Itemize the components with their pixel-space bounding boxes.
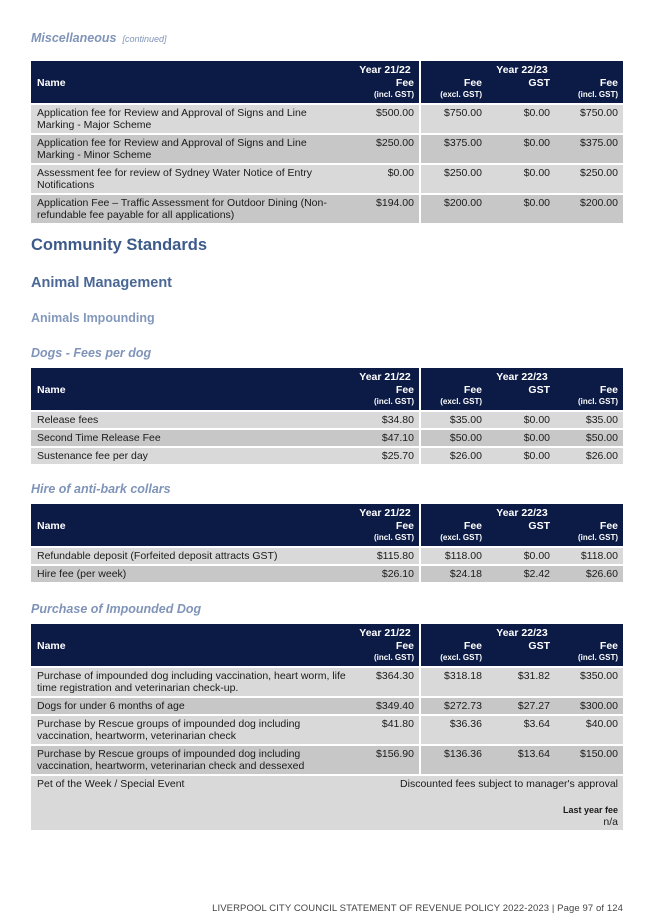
row-fee-excl: $50.00 — [419, 428, 487, 446]
column-header-fee-incl: Fee (incl. GST) — [555, 77, 623, 103]
column-header-fee-excl: Fee (excl. GST) — [419, 384, 487, 410]
page-footer: LIVERPOOL CITY COUNCIL STATEMENT OF REVENUE POLICY 2022-2023 | Page 97 of 124 — [212, 903, 623, 914]
row-name: Dogs for under 6 months of age — [31, 696, 351, 714]
row-gst: $2.42 — [487, 564, 555, 582]
row-fee-incl: $50.00 — [555, 428, 623, 446]
row-fee-excl: $136.36 — [419, 744, 487, 774]
table-row — [31, 133, 623, 163]
row-gst: $13.64 — [487, 744, 555, 774]
row-fee-prev-incl: $364.30 — [351, 666, 419, 696]
row-fee-excl: $318.18 — [419, 666, 487, 696]
section-title-text: Miscellaneous — [31, 31, 117, 45]
row-gst: $0.00 — [487, 103, 555, 133]
row-fee-prev-incl: $0.00 — [351, 163, 419, 193]
row-fee-excl: $26.00 — [419, 446, 487, 464]
row-fee-incl: $350.00 — [555, 666, 623, 696]
row-name: Application fee for Review and Approval of Signs and Line Marking - Major Scheme — [31, 103, 351, 133]
row-fee-incl: $750.00 — [555, 103, 623, 133]
table-row — [31, 546, 623, 564]
table-row — [31, 714, 623, 744]
row-fee-excl: $36.36 — [419, 714, 487, 744]
row-fee-prev-incl: $349.40 — [351, 696, 419, 714]
row-fee-excl: $250.00 — [419, 163, 487, 193]
row-name: Application fee for Review and Approval of Signs and Line Marking - Minor Scheme — [31, 133, 351, 163]
column-header-gst: GST — [487, 640, 555, 666]
table-row — [31, 696, 623, 714]
row-gst: $31.82 — [487, 666, 555, 696]
column-header-year-prev: Year 21/22 — [351, 624, 419, 640]
row-name: Purchase by Rescue groups of impounded dog including vaccination, heartworm, veterinarian check and dessexed — [31, 744, 351, 774]
last-year-label: Last year fee — [562, 805, 618, 815]
column-header-year-curr: Year 22/23 — [419, 61, 623, 77]
column-header-year-curr: Year 22/23 — [419, 504, 623, 520]
row-name: Hire fee (per week) — [31, 564, 351, 582]
column-header-name: Name — [31, 624, 351, 666]
row-fee-incl: $300.00 — [555, 696, 623, 714]
row-fee-prev-incl: $41.80 — [351, 714, 419, 744]
column-header-gst: GST — [487, 384, 555, 410]
row-name: Release fees — [31, 410, 351, 428]
table-row — [31, 410, 623, 428]
column-header-name: Name — [31, 368, 351, 410]
row-fee-incl: $375.00 — [555, 133, 623, 163]
table-row — [31, 428, 623, 446]
row-name: Sustenance fee per day — [31, 446, 351, 464]
column-header-name: Name — [31, 504, 351, 546]
row-fee-prev-incl: $34.80 — [351, 410, 419, 428]
last-year-value: n/a — [603, 816, 618, 828]
continued-label: [continued] — [122, 34, 167, 44]
table-row-special — [31, 774, 623, 830]
row-name: Purchase by Rescue groups of impounded dog including vaccination, heartworm, veterinarian check — [31, 714, 351, 744]
column-header-fee-incl-prev: Fee (incl. GST) — [351, 520, 419, 546]
row-name: Application Fee – Traffic Assessment for Outdoor Dining (Non-refundable fee payable for all applications) — [31, 193, 351, 223]
table-row — [31, 744, 623, 774]
table-row — [31, 163, 623, 193]
row-fee-incl: $150.00 — [555, 744, 623, 774]
special-note-text: Discounted fees subject to manager's approval — [400, 778, 618, 790]
column-header-year-curr: Year 22/23 — [419, 624, 623, 640]
row-gst: $0.00 — [487, 193, 555, 223]
row-gst: $0.00 — [487, 428, 555, 446]
column-header-year-prev: Year 21/22 — [351, 61, 419, 77]
column-header-year-prev: Year 21/22 — [351, 368, 419, 384]
row-fee-excl: $272.73 — [419, 696, 487, 714]
column-header-fee-incl-prev: Fee (incl. GST) — [351, 384, 419, 410]
column-header-year-prev: Year 21/22 — [351, 504, 419, 520]
row-gst: $0.00 — [487, 410, 555, 428]
row-name: Purchase of impounded dog including vaccination, heart worm, life time registration and veterinarian check-up. — [31, 666, 351, 696]
row-fee-excl: $750.00 — [419, 103, 487, 133]
misc-fee-table — [31, 61, 623, 223]
table-row — [31, 666, 623, 696]
column-header-gst: GST — [487, 520, 555, 546]
row-gst: $0.00 — [487, 546, 555, 564]
row-fee-incl: $26.00 — [555, 446, 623, 464]
table-row — [31, 103, 623, 133]
heading-animal-management: Animal Management — [31, 275, 172, 291]
row-fee-prev-incl: $250.00 — [351, 133, 419, 163]
column-header-name: Name — [31, 61, 351, 103]
row-fee-prev-incl: $25.70 — [351, 446, 419, 464]
column-header-fee-incl-prev: Fee (incl. GST) — [351, 640, 419, 666]
column-header-fee-incl: Fee (incl. GST) — [555, 384, 623, 410]
row-fee-prev-incl: $194.00 — [351, 193, 419, 223]
row-fee-prev-incl: $500.00 — [351, 103, 419, 133]
row-fee-incl: $250.00 — [555, 163, 623, 193]
column-header-fee-incl: Fee (incl. GST) — [555, 640, 623, 666]
row-name: Assessment fee for review of Sydney Water Notice of Entry Notifications — [31, 163, 351, 193]
row-name: Second Time Release Fee — [31, 428, 351, 446]
heading-animals-impounding: Animals Impounding — [31, 311, 155, 325]
purchase-fee-table — [31, 624, 623, 830]
column-header-fee-excl: Fee (excl. GST) — [419, 640, 487, 666]
column-header-fee-incl: Fee (incl. GST) — [555, 520, 623, 546]
row-gst: $27.27 — [487, 696, 555, 714]
dogs-fee-table — [31, 368, 623, 464]
row-special-note — [351, 774, 623, 830]
row-name: Refundable deposit (Forfeited deposit attracts GST) — [31, 546, 351, 564]
heading-anti-bark-collars: Hire of anti-bark collars — [31, 482, 171, 496]
row-fee-incl: $200.00 — [555, 193, 623, 223]
row-gst: $0.00 — [487, 446, 555, 464]
column-header-fee-incl-prev: Fee (incl. GST) — [351, 77, 419, 103]
heading-dogs-fees: Dogs - Fees per dog — [31, 346, 152, 360]
row-gst: $0.00 — [487, 163, 555, 193]
column-header-fee-excl: Fee (excl. GST) — [419, 520, 487, 546]
row-fee-excl: $200.00 — [419, 193, 487, 223]
row-fee-prev-incl: $47.10 — [351, 428, 419, 446]
row-fee-incl: $118.00 — [555, 546, 623, 564]
row-fee-incl: $26.60 — [555, 564, 623, 582]
row-fee-excl: $24.18 — [419, 564, 487, 582]
row-fee-excl: $35.00 — [419, 410, 487, 428]
row-fee-prev-incl: $156.90 — [351, 744, 419, 774]
heading-purchase-impounded-dog: Purchase of Impounded Dog — [31, 602, 202, 616]
table-row — [31, 193, 623, 223]
row-fee-prev-incl: $26.10 — [351, 564, 419, 582]
collars-fee-table — [31, 504, 623, 582]
row-gst: $0.00 — [487, 133, 555, 163]
column-header-gst: GST — [487, 77, 555, 103]
row-fee-incl: $35.00 — [555, 410, 623, 428]
table-row — [31, 564, 623, 582]
heading-community-standards: Community Standards — [31, 236, 208, 254]
row-fee-prev-incl: $115.80 — [351, 546, 419, 564]
table-row — [31, 446, 623, 464]
column-header-year-curr: Year 22/23 — [419, 368, 623, 384]
row-gst: $3.64 — [487, 714, 555, 744]
row-name: Pet of the Week / Special Event — [31, 774, 351, 830]
row-fee-incl: $40.00 — [555, 714, 623, 744]
section-title-miscellaneous — [31, 31, 167, 45]
row-fee-excl: $118.00 — [419, 546, 487, 564]
row-fee-excl: $375.00 — [419, 133, 487, 163]
column-header-fee-excl: Fee (excl. GST) — [419, 77, 487, 103]
